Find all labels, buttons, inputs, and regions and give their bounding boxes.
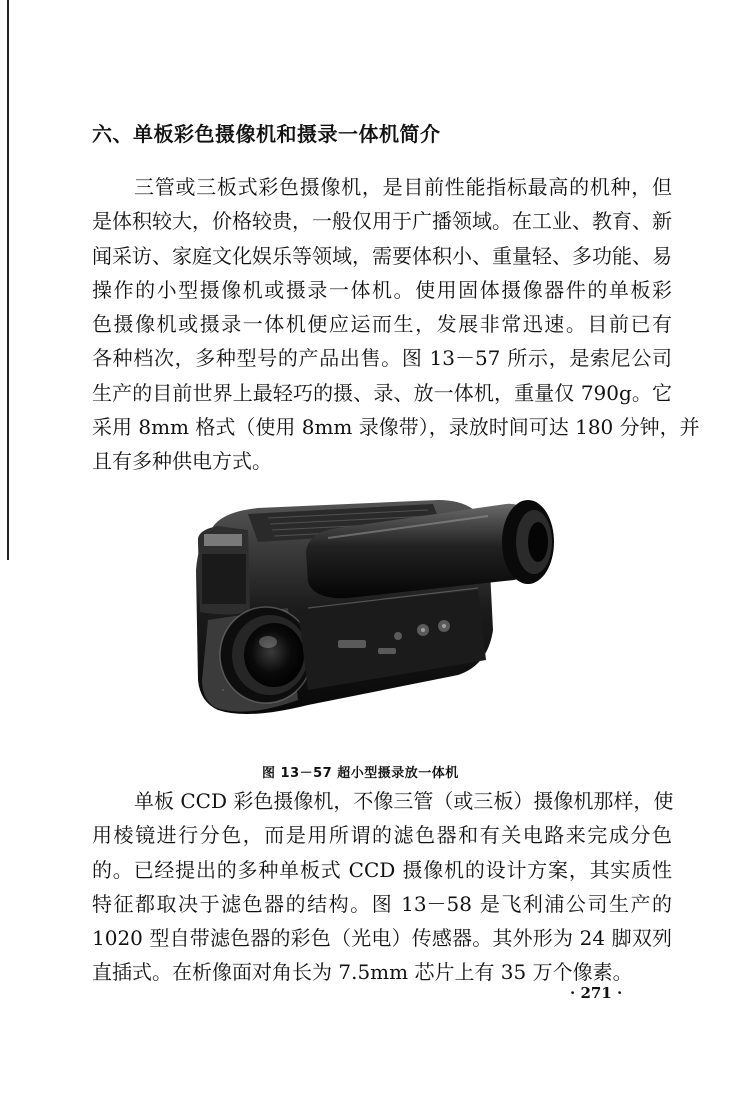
page-number: · 271 ·: [570, 984, 623, 1002]
paragraph-line: 1020 型自带滤色器的彩色（光电）传感器。其外形为 24 脚双列: [92, 926, 672, 951]
binding-edge-line: [7, 0, 9, 560]
paragraph-line: 色摄像机或摄录一体机便应运而生，发展非常迅速。目前已有: [92, 312, 672, 337]
paragraph-line: 的。已经提出的多种单板式 CCD 摄像机的设计方案，其实质性: [92, 857, 672, 882]
paragraph-line: 生产的目前世界上最轻巧的摄、录、放一体机，重量仅 790g。它: [92, 380, 672, 405]
paragraph-line: 单板 CCD 彩色摄像机，不像三管（或三板）摄像机那样，使: [134, 789, 674, 813]
paragraph-line: 特征都取决于滤色器的结构。图 13－58 是飞利浦公司生产的: [92, 891, 672, 916]
section-heading: 六、单板彩色摄像机和摄录一体机简介: [92, 122, 441, 146]
paragraph-line: 是体积较大，价格较贵，一般仅用于广播领域。在工业、教育、新: [92, 209, 672, 234]
paragraph-line: 且有多种供电方式。: [92, 449, 272, 474]
paragraph-line: 采用 8mm 格式（使用 8mm 录像带），录放时间可达 180 分钟，并: [92, 415, 700, 440]
camcorder-photo-figure: [188, 490, 568, 740]
paragraph-line: 三管或三板式彩色摄像机，是目前性能指标最高的机种，但: [134, 175, 672, 199]
paragraph-2: [92, 784, 672, 990]
paragraph-line: 闻采访、家庭文化娱乐等领域，需要体积小、重量轻、多功能、易: [92, 243, 672, 268]
paragraph-line: 直插式。在析像面对角长为 7.5mm 芯片上有 35 万个像素。: [92, 960, 633, 985]
figure-caption: 图 13－57 超小型摄录放一体机: [262, 766, 459, 781]
paragraph-1: [92, 170, 700, 479]
paragraph-line: 操作的小型摄像机或摄录一体机。使用固体摄像器件的单板彩: [92, 277, 672, 302]
paragraph-line: 用棱镜进行分色，而是用所谓的滤色器和有关电路来完成分色: [92, 823, 672, 848]
paragraph-line: 各种档次，多种型号的产品出售。图 13－57 所示，是索尼公司: [92, 346, 672, 371]
camcorder-icon: [188, 490, 568, 740]
